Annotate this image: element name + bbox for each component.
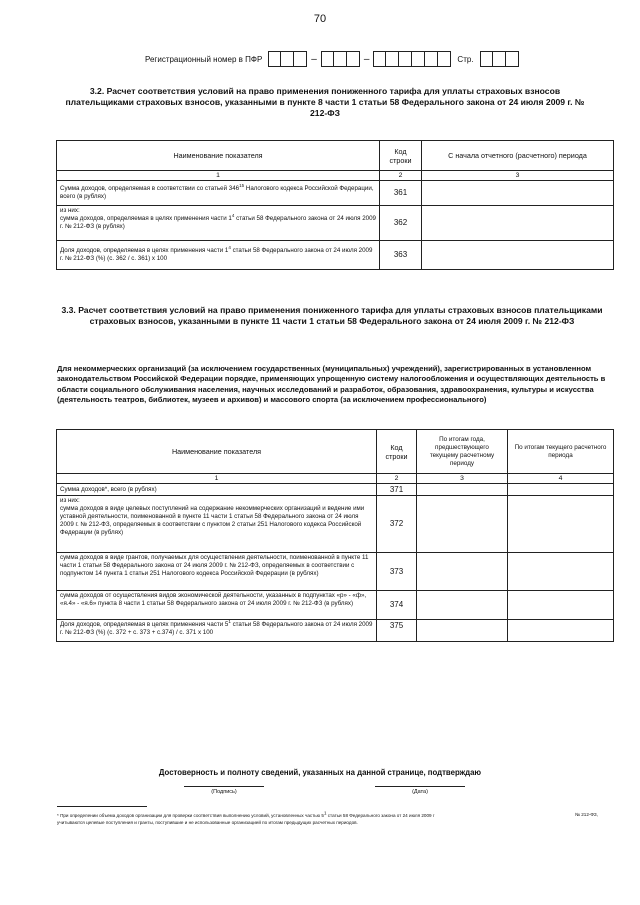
value-cell[interactable] <box>508 620 614 642</box>
col-number: 2 <box>380 171 422 181</box>
table-row <box>57 181 614 206</box>
value-cell[interactable] <box>417 591 508 620</box>
row-label: Доля доходов, определяемая в целях применения части $5^1$ статьи 58 Федерального закона от 24 июля 2009 г. № 212-ФЗ (%) (с. 372 + с. 373 + с.374) / с. 371 х 100 <box>57 620 377 642</box>
row-label: сумма доходов от осуществления видов экономической деятельности, указанных в подпунктах «р» - «ф», «я.4» - «я.6» пункта 8 части 1 статьи 58 Федерального закона от 24 июля 2009 г. № 212-ФЗ (в рублях) <box>57 591 377 620</box>
row-code: 375 <box>377 620 417 642</box>
value-cell[interactable] <box>417 484 508 496</box>
row-label: Доля доходов, определяемая в целях применения части $1^4$ статьи 58 Федерального закона от 24 июля 2009 г. № 212-ФЗ (%) (с. 362 / с. 361) х 100 <box>57 241 380 270</box>
registration-boxes-part2[interactable] <box>321 51 360 67</box>
date-line[interactable] <box>375 786 465 787</box>
header-code: Код строки <box>377 430 417 474</box>
signature-caption: (Подпись) <box>211 789 237 795</box>
col-number: 2 <box>377 474 417 484</box>
value-cell[interactable] <box>417 553 508 591</box>
row-label: Сумма доходов*, всего (в рублях) <box>57 484 377 496</box>
signature-line[interactable] <box>184 786 264 787</box>
value-cell[interactable] <box>508 591 614 620</box>
value-cell[interactable] <box>417 496 508 553</box>
value-cell[interactable] <box>508 553 614 591</box>
row-code: 363 <box>380 241 422 270</box>
row-code: 361 <box>380 181 422 206</box>
section-3-3-title: 3.3. Расчет соответствия условий на право применения пониженного тарифа для уплаты страховых взносов плательщиками страховых взносов, указанными в пункте 11 части 1 статьи 58 Федерального закона от 24 июля 2009 г. № 212-ФЗ <box>61 305 603 326</box>
row-code: 371 <box>377 484 417 496</box>
table-row <box>57 484 614 496</box>
col-number: 3 <box>417 474 508 484</box>
confirmation-text: Достоверность и полноту сведений, указанных на данной странице, подтверждаю <box>158 768 482 777</box>
registration-dash: – <box>311 53 317 65</box>
table-row <box>57 241 614 270</box>
col-number: 1 <box>57 171 380 181</box>
value-cell[interactable] <box>508 496 614 553</box>
row-label: сумма доходов в виде грантов, получаемых для осуществления деятельности, поименованной в пункте 11 части 1 статьи 58 Федерального закона от 24 июля 2009 г. № 212-ФЗ, определяемых в соответствии с подпунктом 14 пункта 1 статьи 251 Налогового кодекса Российской Федерации (в рублях) <box>57 553 377 591</box>
row-code: 373 <box>377 553 417 591</box>
value-cell[interactable] <box>422 241 614 270</box>
registration-row <box>145 49 519 69</box>
header-name: Наименование показателя <box>57 430 377 474</box>
footnote-tail: № 212-ФЗ, <box>575 812 598 817</box>
row-code: 362 <box>380 206 422 241</box>
header-code: Код строки <box>380 141 422 171</box>
table-row <box>57 553 614 591</box>
date-caption: (Дата) <box>412 789 428 795</box>
footnote <box>57 812 617 826</box>
page-label: Стр. <box>457 54 474 64</box>
row-label: Сумма доходов, определяемая в соответствии со статьей $346^{15}$ Налогового кодекса Российской Федерации, всего (в рублях) <box>57 181 380 206</box>
footnote-line-1: * При определении объема доходов организации для проверки соответствия выполнению условий, установленных частью $5^1$ статьи 58 Федерального закона от 24 июля 2009 г <box>57 810 435 818</box>
registration-label: Регистрационный номер в ПФР <box>145 54 263 64</box>
value-cell[interactable] <box>508 484 614 496</box>
section-3-2-table <box>56 140 614 270</box>
value-cell[interactable] <box>422 181 614 206</box>
value-cell[interactable] <box>422 206 614 241</box>
col-number: 1 <box>57 474 377 484</box>
table-row <box>57 591 614 620</box>
col-number: 3 <box>422 171 614 181</box>
section-3-3-table <box>56 429 614 642</box>
section-3-3-intro: Для некоммерческих организаций (за исключением государственных (муниципальных) учреждений), зарегистрированных в установленном законодательством Российской Федерации порядке, применяющих упрощенную систему налогообложения и осуществляющих деятельность в области социального обслуживания населения, научных исследований и разработок, образования, здравоохранения, культуры и искусства (деятельность театров, библиотек, музеев и архивов) и массового спорта (за исключением профессионального) <box>57 364 606 405</box>
table-row <box>57 206 614 241</box>
header-period: С начала отчетного (расчетного) периода <box>422 141 614 171</box>
value-cell[interactable] <box>417 620 508 642</box>
row-code: 374 <box>377 591 417 620</box>
table-row <box>57 496 614 553</box>
section-3-2-title: 3.2. Расчет соответствия условий на право применения пониженного тарифа для уплаты страховых взносов плательщиками страховых взносов, указанными в пункте 8 части 1 статьи 58 Федерального закона от 24 июля 2009 г. № 212-ФЗ <box>65 86 585 118</box>
footnote-divider <box>57 806 147 807</box>
col-number: 4 <box>508 474 614 484</box>
header-current: По итогам текущего расчетного периода <box>508 430 614 474</box>
registration-boxes-part1[interactable] <box>268 51 307 67</box>
row-code: 372 <box>377 496 417 553</box>
registration-boxes-part3[interactable] <box>373 51 451 67</box>
row-label: из них: сумма доходов в виде целевых поступлений на содержание некоммерческих организаций и ведение ими уставной деятельности, поименованной в пункте 11 части 1 статьи 58 Федерального закона от 24 июля 2009 г. № 212-ФЗ, определяемых в соответствии с пунктом 2 статьи 251 Налогового кодекса Российской Федерации (в рублях) <box>57 496 377 553</box>
row-label: из них: сумма доходов, определяемая в целях применения части $1^4$ статьи 58 Федерального закона от 24 июля 2009 г. № 212-ФЗ (в рублях) <box>57 206 380 241</box>
table-row <box>57 620 614 642</box>
header-prev-year: По итогам года, предшествующего текущему расчетному периоду <box>417 430 508 474</box>
header-name: Наименование показателя <box>57 141 380 171</box>
page-number: 70 <box>313 13 327 25</box>
page-number-boxes[interactable] <box>480 51 519 67</box>
registration-dash: – <box>363 53 370 65</box>
footnote-line-2: учитываются целевые поступления и гранты, поступившие и не использованные организацией по итогам предыдущих расчетных периодов. <box>57 820 358 825</box>
